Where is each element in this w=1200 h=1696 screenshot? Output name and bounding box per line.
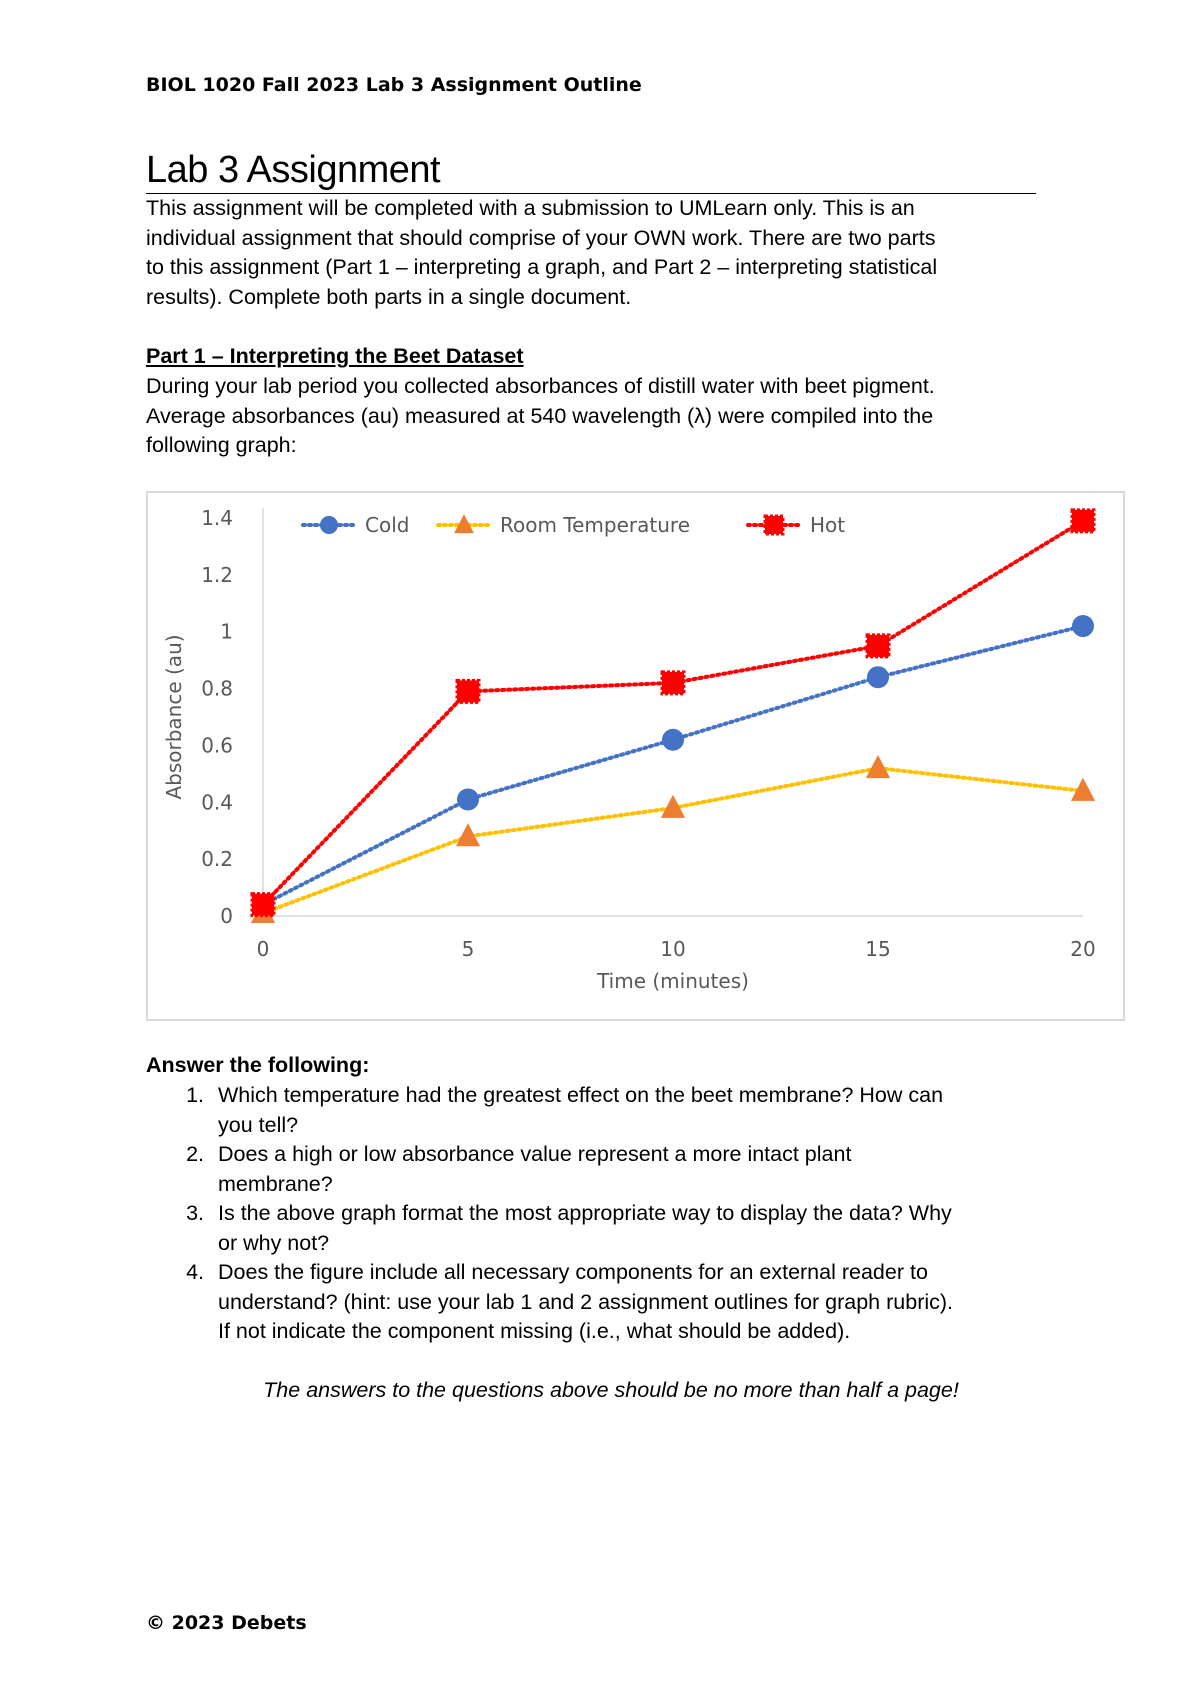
- y-tick-label: 0.4: [201, 790, 233, 815]
- part1-line: Average absorbances (au) measured at 540 wavelength (λ) were compiled into the: [146, 403, 934, 428]
- part1-paragraph: [146, 372, 1046, 461]
- question-number: 3.: [186, 1201, 204, 1225]
- question-line: membrane?: [218, 1171, 333, 1196]
- data-point-room-temperature: [866, 755, 890, 778]
- y-tick-label: 1: [220, 619, 233, 644]
- question-text: [218, 1140, 1076, 1199]
- question-number: 2.: [186, 1142, 204, 1166]
- y-tick-label: 0: [220, 904, 233, 928]
- y-tick-label: 1.4: [201, 506, 233, 530]
- part1-line: During your lab period you collected absorbances of distill water with beet pigment.: [146, 374, 935, 398]
- intro-line: results). Complete both parts in a single document.: [146, 284, 632, 309]
- y-tick-label: 0.8: [201, 676, 233, 701]
- series-line-cold: [263, 626, 1083, 905]
- x-tick-label: 15: [865, 937, 891, 961]
- x-tick-label: 0: [256, 937, 270, 961]
- answer-heading: Answer the following:: [146, 1053, 370, 1077]
- question-line: If not indicate the component missing (i.e., what should be added).: [218, 1319, 851, 1343]
- intro-line: to this assignment (Part 1 – interpreting a graph, and Part 2 – interpreting statistical: [146, 255, 938, 279]
- question-line: Is the above graph format the most appropriate way to display the data? Why: [218, 1201, 952, 1225]
- question-item: [146, 1258, 1076, 1347]
- legend-label-room-temperature: Room Temperature: [500, 513, 690, 537]
- question-list: [146, 1081, 1076, 1347]
- question-item: [146, 1199, 1076, 1258]
- series-line-hot: [263, 521, 1083, 905]
- intro-line: This assignment will be completed with a submission to UMLearn only. This is an: [146, 196, 915, 220]
- y-axis-title: Absorbance (au): [162, 634, 186, 800]
- question-line: Does the figure include all necessary components for an external reader to: [218, 1260, 928, 1284]
- x-tick-label: 10: [660, 937, 686, 961]
- document-title: Lab 3 Assignment: [146, 148, 1036, 194]
- x-axis-title: Time (minutes): [597, 969, 749, 993]
- question-item: [146, 1081, 1076, 1140]
- question-line: you tell?: [218, 1112, 299, 1137]
- part1-heading: Part 1 – Interpreting the Beet Dataset: [146, 344, 524, 368]
- data-point-hot: [1072, 510, 1094, 532]
- intro-paragraph: [146, 194, 1046, 312]
- part1-line: following graph:: [146, 433, 297, 457]
- page-header: BIOL 1020 Fall 2023 Lab 3 Assignment Outline: [146, 74, 642, 96]
- question-text: [218, 1199, 1076, 1258]
- legend-label-hot: Hot: [810, 513, 846, 537]
- legend-marker-cold: [320, 516, 338, 534]
- length-note: The answers to the questions above should be no more than half a page!: [263, 1378, 959, 1402]
- data-point-hot: [867, 635, 889, 657]
- data-point-hot: [457, 680, 479, 702]
- question-line: Which temperature had the greatest effect on the beet membrane? How can: [218, 1083, 944, 1107]
- absorbance-chart: [146, 491, 1125, 1021]
- data-point-cold: [457, 788, 479, 810]
- question-number: 4.: [186, 1260, 204, 1284]
- data-point-cold: [867, 666, 889, 688]
- chart-svg: [148, 493, 1123, 1019]
- x-tick-label: 5: [461, 937, 475, 961]
- page-footer: © 2023 Debets: [146, 1612, 307, 1634]
- legend-marker-hot: [765, 516, 783, 534]
- data-point-cold: [1072, 615, 1094, 637]
- legend-label-cold: Cold: [365, 513, 410, 537]
- y-tick-label: 0.2: [201, 847, 233, 872]
- y-tick-label: 0.6: [201, 733, 233, 758]
- data-point-cold: [662, 729, 684, 751]
- question-text: [218, 1081, 1076, 1140]
- question-line: understand? (hint: use your lab 1 and 2 assignment outlines for graph rubric).: [218, 1289, 954, 1314]
- question-text: [218, 1258, 1076, 1347]
- intro-line: individual assignment that should comprise of your OWN work. There are two parts: [146, 225, 936, 250]
- data-point-hot: [662, 672, 684, 694]
- x-tick-label: 20: [1070, 937, 1096, 961]
- y-tick-label: 1.2: [201, 562, 233, 587]
- question-line: Does a high or low absorbance value represent a more intact plant: [218, 1142, 852, 1166]
- question-item: [146, 1140, 1076, 1199]
- question-number: 1.: [186, 1083, 204, 1107]
- question-line: or why not?: [218, 1230, 330, 1255]
- data-point-hot: [252, 894, 274, 916]
